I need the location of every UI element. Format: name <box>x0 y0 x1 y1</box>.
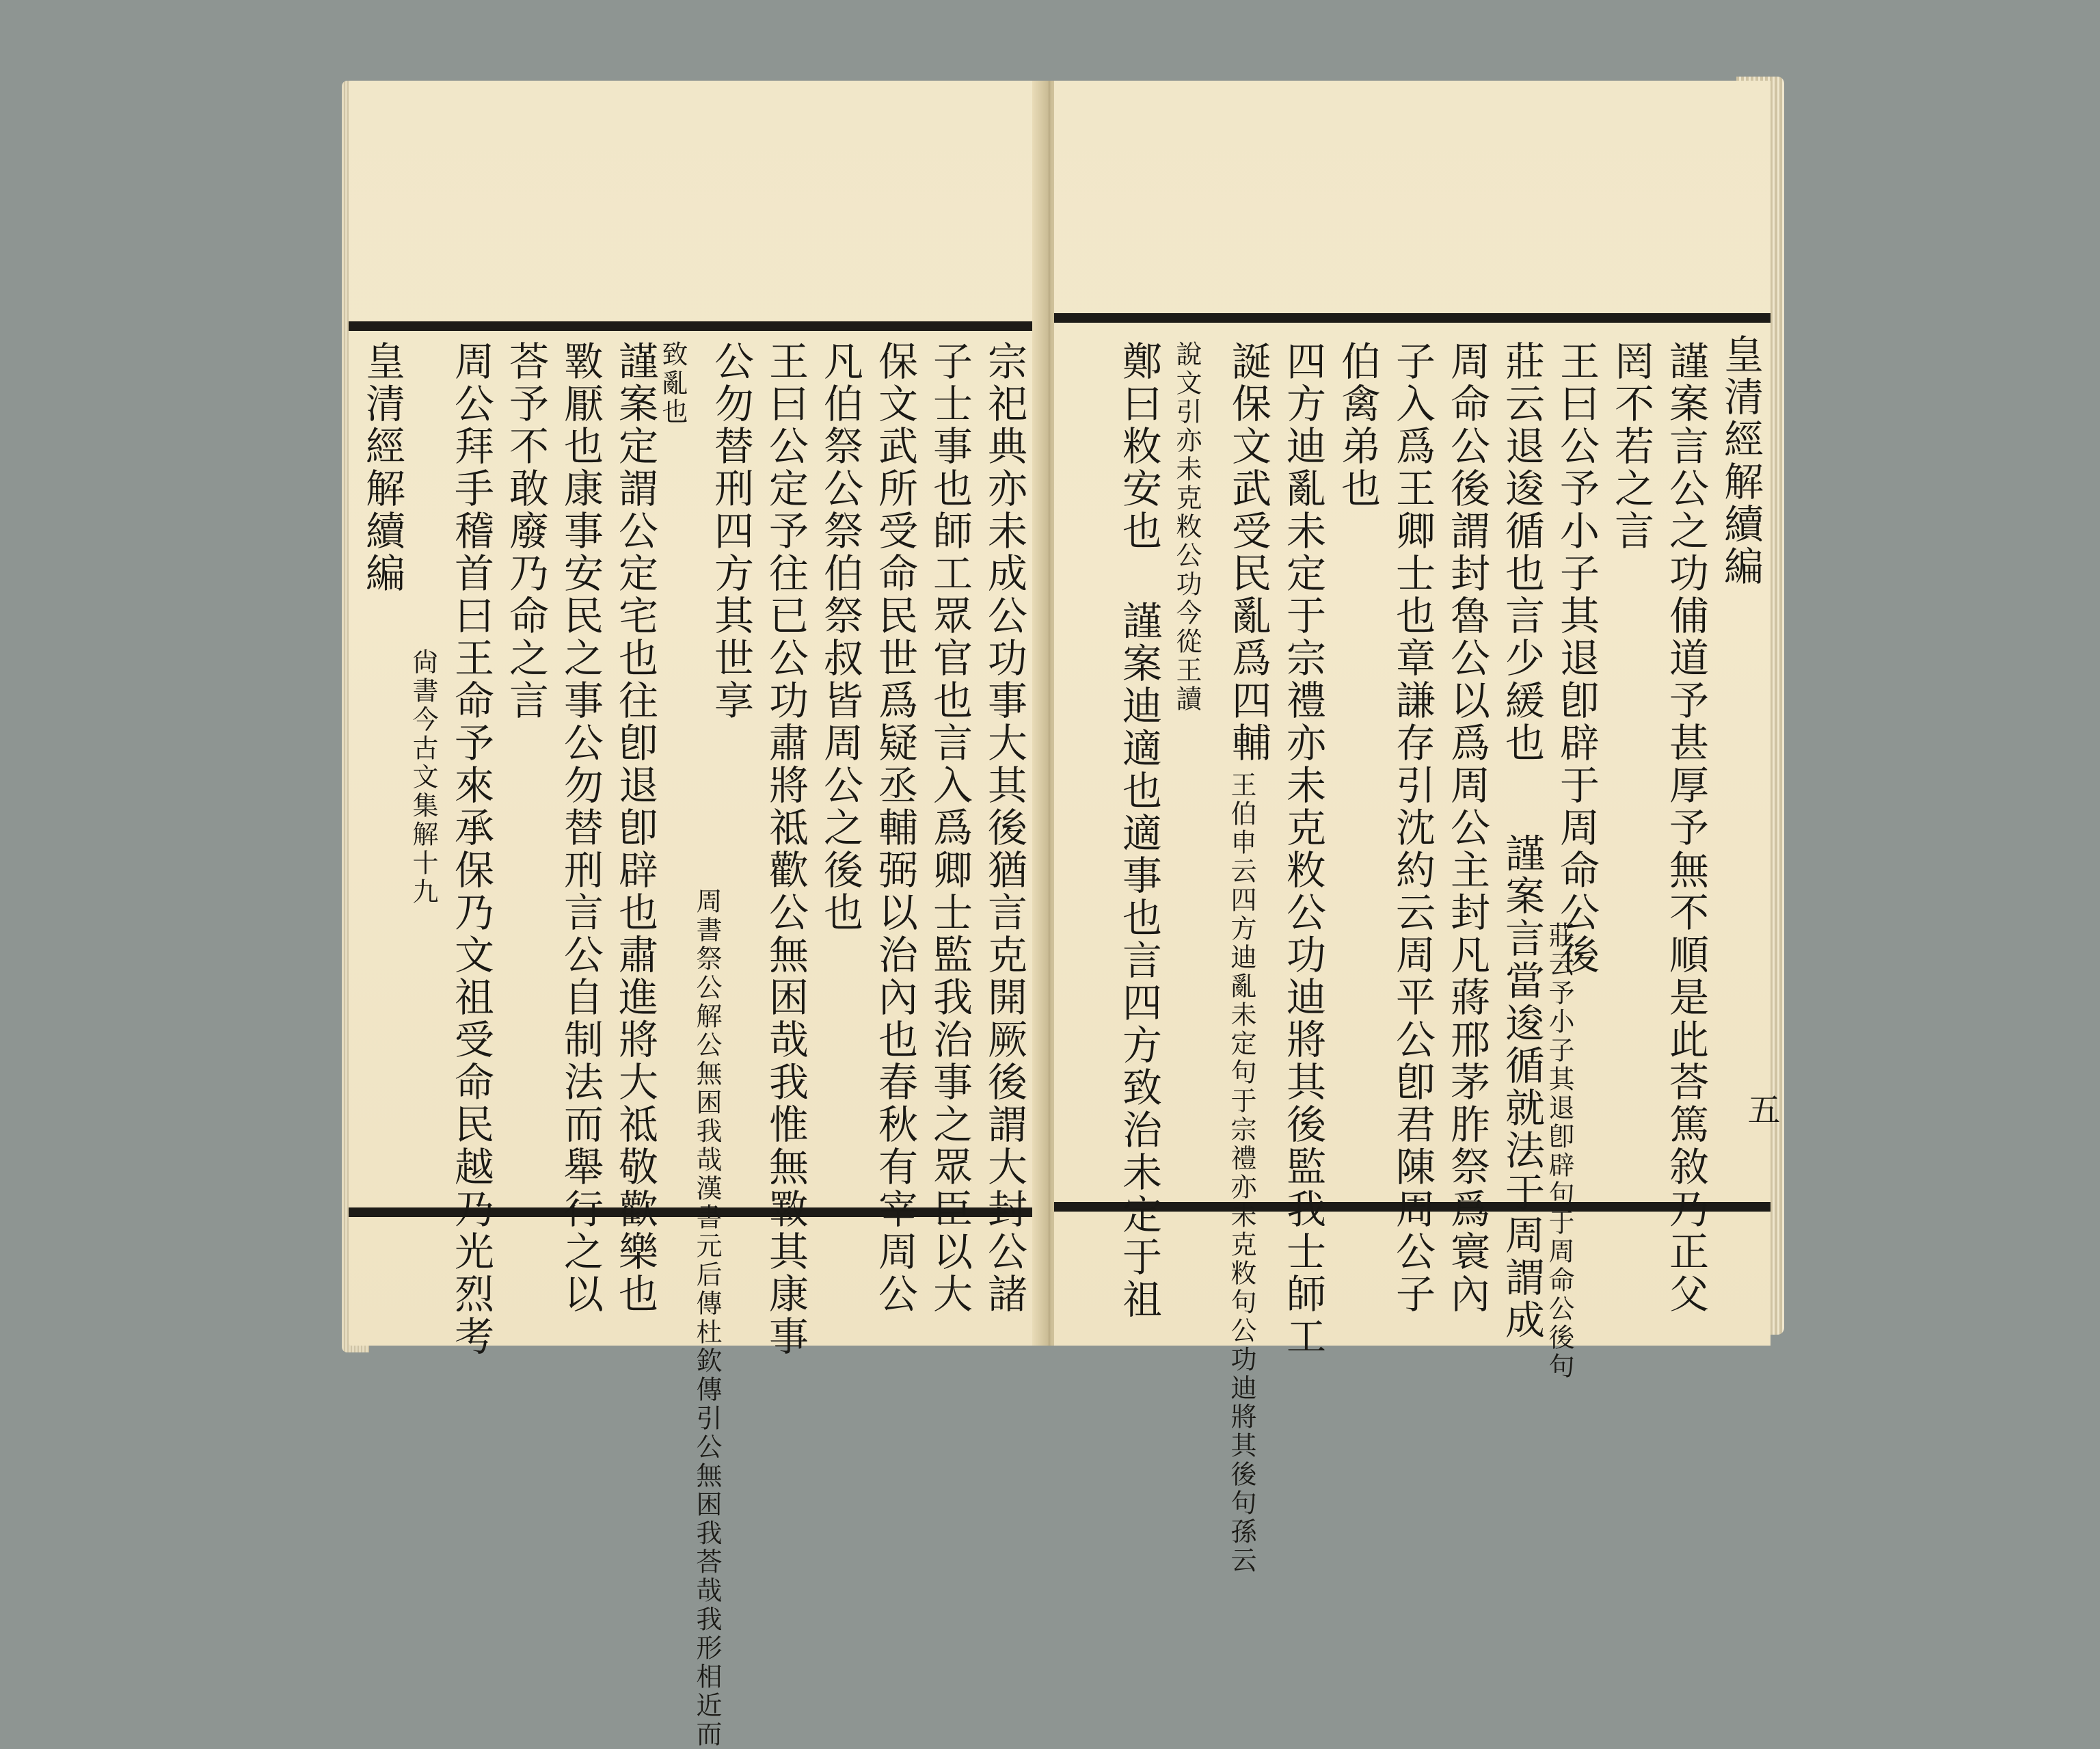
text-column: 凡伯祭公祭伯祭叔皆周公之後也 <box>817 341 863 934</box>
text-column: 謹案言公之功俌道予甚厚予無不順是此荅篤敘乃正父 <box>1662 341 1709 1316</box>
text-column: 公勿替刑四方其世享 <box>708 341 754 722</box>
text-column: 宗祀典亦未成公功事大其後猶言克開厥後謂大封公諸 <box>981 341 1027 1316</box>
margin-subtitle: 尙書今古文集解十九 <box>408 648 438 907</box>
annotation-column: 周書祭公解公無困我哉漢書元后傳杜欽傳引公無困我荅哉我形相近而 <box>692 887 722 1749</box>
text-column: 謹案言當逡循就法于周謂成 <box>1498 833 1545 1341</box>
frame-rule-top <box>349 321 1045 331</box>
text-column: 莊云退逡循也言少緩也 <box>1498 341 1545 764</box>
margin-title: 皇清經解續編 <box>1717 334 1764 588</box>
text-column: 謹案迪適也適事也言四方致治未定于祖 <box>1116 600 1162 1321</box>
margin-title: 皇清經解續編 <box>359 341 405 595</box>
text-column: 謹案定謂公定宅也往卽退卽辟也肅進將大祗敬歡樂也 <box>612 341 658 1316</box>
text-column: 罔不若之言 <box>1608 341 1654 552</box>
text-column: 四方迪亂未定于宗禮亦未克敉公功迪將其後監我士師工 <box>1280 341 1326 1358</box>
text-column: 斁厭也康事安民之事公勿替刑言公自制法而舉行之以 <box>557 341 604 1316</box>
text-column: 王曰公定予往已公功肅將祗歡公無困哉我惟無斁其康事 <box>762 341 809 1358</box>
text-column: 王曰公予小子其退卽辟于周命公後 <box>1553 341 1600 976</box>
text-column: 保文武所受命民世爲疑丞輔弼以治內也春秋有宰周公 <box>872 341 918 1316</box>
text-column: 周命公後謂封魯公以爲周公主封凡蔣邢茅胙祭爲寰內 <box>1444 341 1490 1316</box>
annotation-column: 莊云予小子其退卽辟句于周命公後句 <box>1544 922 1574 1381</box>
left-page <box>349 81 1045 1749</box>
annotation-column: 致亂也 <box>658 341 688 427</box>
right-page <box>1054 81 1780 1575</box>
text-column: 誕保文武受民亂爲四輔 <box>1225 341 1271 764</box>
page-number: 五 <box>1742 1093 1780 1128</box>
text-column: 子士事也師工眾官也言入爲卿士監我治事之眾臣以大 <box>926 341 973 1316</box>
frame-rule-top <box>1054 313 1771 323</box>
text-column: 荅予不敢廢乃命之言 <box>502 341 549 722</box>
text-column: 子入爲王卿士也章謙存引沈約云周平公卽君陳周公子 <box>1389 341 1436 1316</box>
text-column: 周公拜手稽首曰王命予來承保乃文祖受命民越乃光烈考 <box>448 341 494 1358</box>
annotation-column: 王伯申云四方迪亂未定句于宗禮亦未克敉句公功迪將其後句孫云 <box>1226 771 1256 1575</box>
text-column: 伯禽弟也 <box>1334 341 1381 510</box>
text-column: 鄭曰敉安也 <box>1116 341 1162 552</box>
annotation-column: 說文引亦未克敉公功今從王讀 <box>1172 341 1202 714</box>
